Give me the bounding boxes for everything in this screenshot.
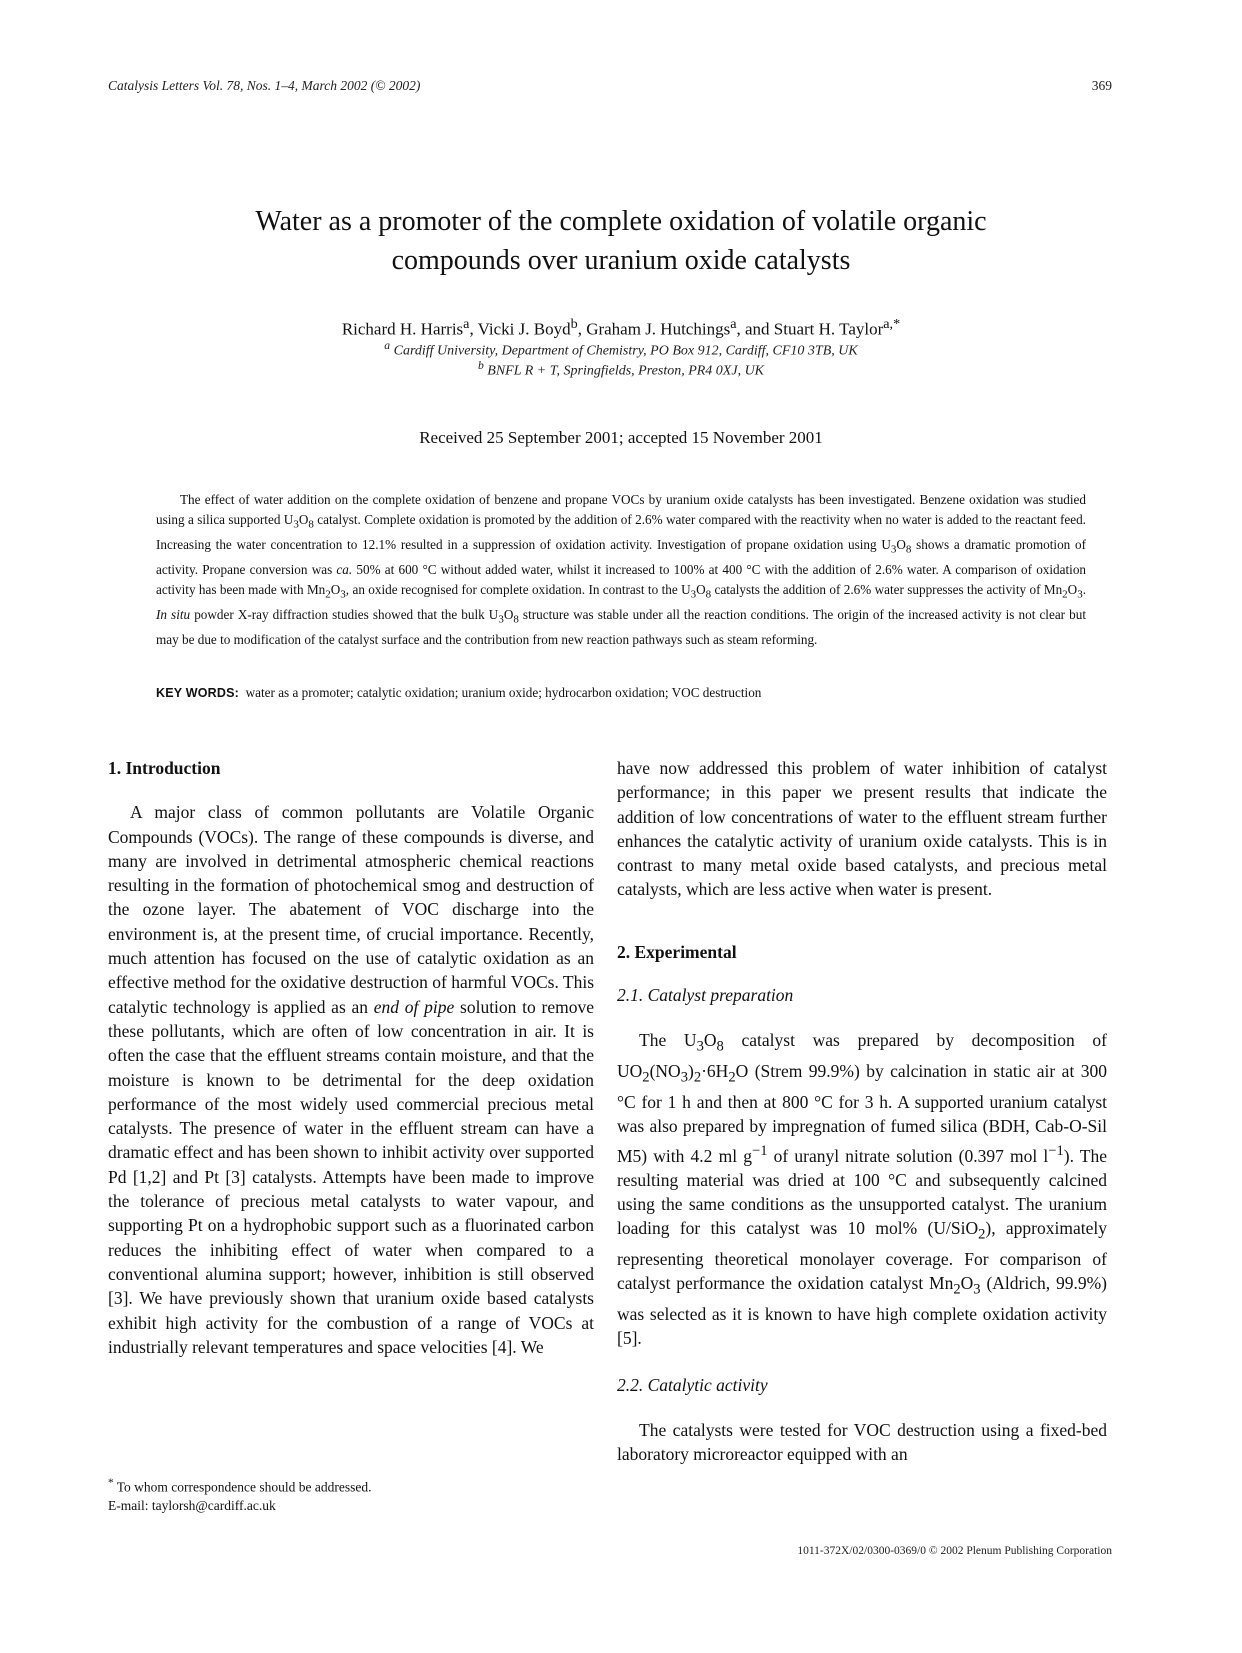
author-list: Richard H. Harris$^a$, Vicki J. Boyd$^b$, Graham J. Hutchings$^a$, and Stuart H. Taylor$^{a,*}$ <box>341 316 901 339</box>
paper-title <box>140 202 1102 280</box>
author-4: and Stuart H. Taylor <box>745 319 884 339</box>
footnote-email: E-mail: taylorsh@cardiff.ac.uk <box>108 1497 276 1513</box>
subsection-2-2-heading: 2.2. Catalytic activity <box>617 1374 768 1395</box>
author-1: Richard H. Harris <box>341 319 464 339</box>
publisher-code: 1011-372X/02/0300-0369/0 © 2002 Plenum Publishing Corporation <box>797 1545 1112 1557</box>
subsection-2-1-heading: 2.1. Catalyst preparation <box>617 985 794 1006</box>
catalyst-preparation-paragraph: The $U_3O_8$ catalyst was prepared by decomposition of $UO_2(NO_3)_2\cdot 6H_2O$ (Strem 99.9%) by calcination in static air at 300 °C for 1 h and then at 800 °C for 3 h. A supported uranium catalyst was also prepared by impregnation of fumed silica (BDH, Cab-O-Sil M5) with 4.2 ml $g^{-1}$ of uranyl nitrate solution (0.397 mol $l^{-1}$). The resulting material was dried at 100 °C and subsequently calcined using the same conditions as the unsupported catalyst. The uranium loading for this catalyst was 10 mol% (U/SiO$_2$), approximately representing theoretical monolayer coverage. For comparison of catalyst performance the oxidation catalyst $Mn_2O_3$ (Aldrich, 99.9%) was selected as it is known to have high complete oxidation activity [5]. <box>617 1030 1107 1349</box>
author-2-affil: b <box>570 316 578 332</box>
author-1-affil: a <box>463 316 470 332</box>
introduction-paragraph: A major class of common pollutants are Volatile Organic Compounds (VOCs). The range of these compounds is diverse, and many are involved in detrimental atmospheric chemical reactions resulting in the formation of photochemical smog and destruction of the ozone layer. The abatement of VOC discharge into the environment is, at the present time, of crucial importance. Recently, much attention has focused on the use of catalytic oxidation as an effective method for the oxidative destruction of harmful VOCs. This catalytic technology is applied as an end of pipe solution to remove these pollutants, which are often of low concentration in air. It is often the case that the effluent streams contain moisture, and that the moisture is known to be detrimental for the deep oxidation performance of the most widely used commercial precious metal catalysts. The presence of water in the effluent stream can have a dramatic effect and has been shown to inhibit activity over supported Pd [1,2] and Pt [3] catalysts. Attempts have been made to improve the tolerance of precious metal catalysts to water vapour, and supporting Pt on a hydrophobic support such as a fluorinated carbon reduces the inhibiting effect of water when compared to a conventional alumina support; however, inhibition is still observed [3]. We have previously shown that uranium oxide based catalysts exhibit high activity for the combustion of a range of VOCs at industrially relevant temperatures and space velocities [4]. We <box>108 802 595 1357</box>
right-column <box>617 756 1107 1467</box>
received-dates: Received 25 September 2001; accepted 15 November 2001 <box>419 428 823 447</box>
author-4-affil: a,* <box>883 316 901 332</box>
affiliation-b <box>140 356 1102 381</box>
abstract <box>156 490 1086 651</box>
title-line-1: Water as a promoter of the complete oxidation of volatile organic <box>255 206 987 237</box>
affiliation-a-mark: a <box>384 339 391 352</box>
running-head: Catalysis Letters Vol. 78, Nos. 1–4, March 2002 (© 2002) <box>108 78 421 93</box>
catalytic-activity-paragraph: The catalysts were tested for VOC destruction using a fixed-bed laboratory microreactor equipped with an <box>617 1420 1107 1465</box>
abstract-text: The effect of water addition on the complete oxidation of benzene and propane VOCs by uranium oxide catalysts has been investigated. Benzene oxidation was studied using a silica supported $U_3O_8$ catalyst. Complete oxidation is promoted by the addition of 2.6% water compared with the reactivity when no water is added to the reactant feed. Increasing the water concentration to 12.1% resulted in a suppression of oxidation activity. Investigation of propane oxidation using $U_3O_8$ shows a dramatic promotion of activity. Propane conversion was ca. 50% at 600 °C without added water, whilst it increased to 100% at 400 °C with the addition of 2.6% water. A comparison of oxidation activity has been made with $Mn_2O_3$, an oxide recognised for complete oxidation. In contrast to the $U_3O_8$ catalysts the addition of 2.6% water suppresses the activity of $Mn_2O_3$. In situ powder X-ray diffraction studies showed that the bulk $U_3O_8$ structure was stable under all the reaction conditions. The origin of the increased activity is not clear but may be due to modification of the catalyst surface and the contribution from new reaction pathways such as steam reforming. <box>156 492 1087 648</box>
author-3-affil: a <box>730 316 737 332</box>
section-2-heading: 2. Experimental <box>617 941 737 962</box>
left-column <box>108 756 594 1359</box>
page-number: 369 <box>1091 78 1112 93</box>
author-3: Graham J. Hutchings <box>586 319 731 339</box>
introduction-paragraph-continued: have now addressed this problem of water inhibition of catalyst performance; in this paper we present results that indicate the addition of low concentrations of water to the effluent stream further enhances the catalytic activity of uranium oxide catalysts. This is in contrast to many metal oxide based catalysts, and precious metal catalysts, which are less active when water is present. <box>617 758 1107 900</box>
section-1-heading: 1. Introduction <box>108 758 221 778</box>
author-2: Vicki J. Boyd <box>477 319 571 339</box>
footnote-line-1: * To whom correspondence should be addressed. <box>108 1477 372 1495</box>
keywords-text: water as a promoter; catalytic oxidation; uranium oxide; hydrocarbon oxidation; VOC destruction <box>245 685 762 700</box>
footnote <box>108 1474 594 1515</box>
affiliation-b-text: BNFL R + T, Springfields, Preston, PR4 0XJ, UK <box>487 363 765 379</box>
title-line-2: compounds over uranium oxide catalysts <box>391 245 851 276</box>
keywords-label: KEY WORDS: <box>156 686 240 700</box>
keywords <box>156 685 1086 701</box>
affiliation-a-text: Cardiff University, Department of Chemistry, PO Box 912, Cardiff, CF10 3TB, UK <box>393 343 858 359</box>
affiliation-b-mark: b <box>477 359 484 372</box>
